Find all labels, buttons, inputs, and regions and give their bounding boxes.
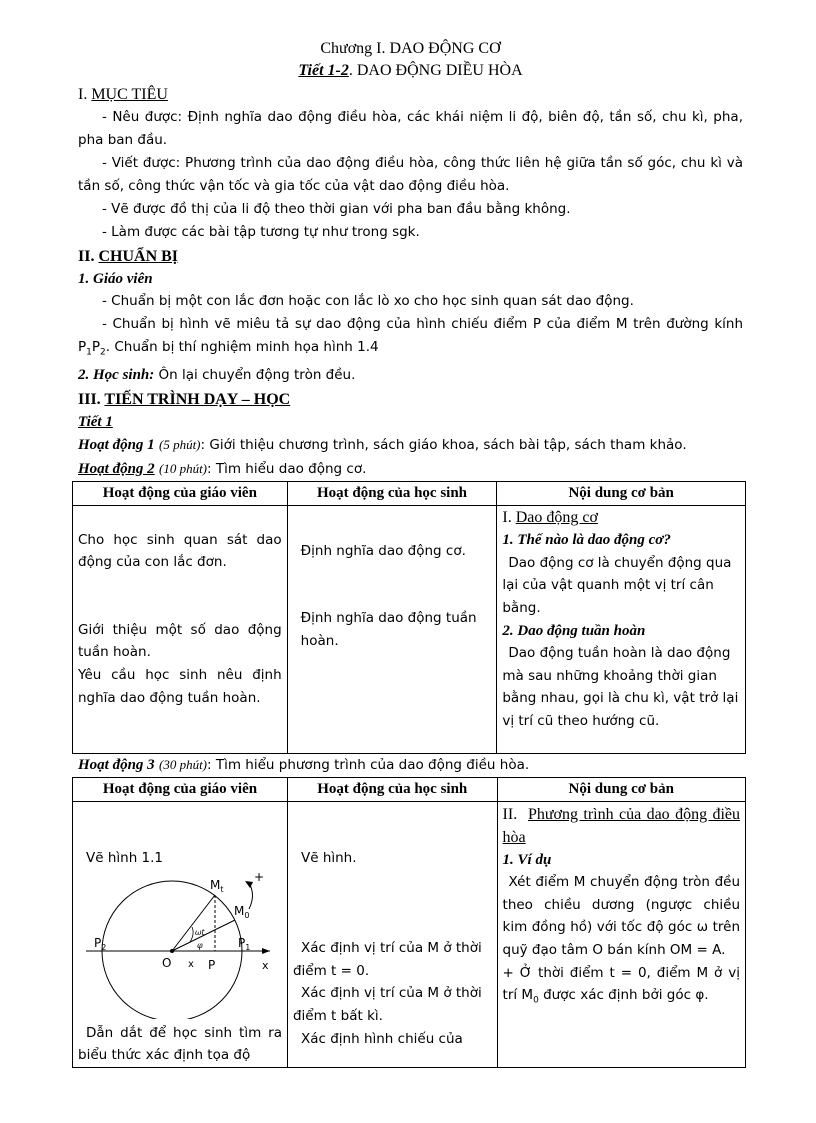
label-P1: $P_1$ — [238, 936, 251, 953]
content-title: Phương trình của dao động điều hòa — [502, 805, 741, 846]
student-text: Định nghĩa dao động cơ. — [300, 542, 466, 559]
content-text: Dao động tuần hoàn là dao động mà sau những khoảng thời gian bằng nhau, gọi là chu kì, vật trở lại vị trí cũ theo hướng cũ. — [502, 645, 739, 730]
content-heading — [503, 803, 740, 849]
angle-arc — [190, 927, 193, 942]
section-title: MỤC TIÊU — [91, 86, 168, 103]
teacher-prep-item: - Chuẩn bị hình vẽ miêu tả sự dao động của hình chiếu điểm P của điểm M trên đường kính $P_1P_2$. Chuẩn bị thí nghiệm minh họa hình 1.4 — [78, 316, 743, 358]
section-number: II. — [78, 248, 95, 265]
section-title: CHUẨN BỊ — [98, 248, 179, 265]
student-text: Vẽ hình. — [300, 849, 357, 866]
student-text: Xác định vị trí của M ở thời điểm t bất kì. — [292, 985, 482, 1025]
teacher-text: Dẫn dắt để học sinh tìm ra biểu thức xác định tọa độ — [78, 1025, 282, 1064]
activity-3 — [78, 753, 743, 777]
teacher-cell — [73, 801, 288, 1068]
content-heading — [502, 507, 740, 530]
content-cell — [497, 801, 745, 1068]
chapter-title: Chương I. DAO ĐỘNG CƠ — [320, 40, 501, 57]
student-prep — [78, 364, 743, 387]
activity-1 — [78, 433, 743, 457]
radius-Mt — [172, 895, 215, 951]
prep-text: - Chuẩn bị hình vẽ miêu tả sự dao động của hình chiếu điểm P của điểm M trên đường kính P — [78, 316, 743, 355]
teacher-text: Vẽ hình 1.1 — [86, 849, 164, 866]
content-cell — [497, 505, 746, 753]
teacher-cell — [73, 505, 288, 753]
label-M0: $M_0$ — [234, 904, 250, 921]
objective-item: - Vẽ được đồ thị của li độ theo thời gian với pha ban đầu bằng không. — [102, 201, 571, 217]
table-header-row — [73, 481, 746, 505]
label-x-small: x — [188, 959, 194, 971]
prep-text: . Chuẩn bị thí nghiệm minh họa hình 1.4 — [105, 339, 379, 355]
teacher-prep-item: - Chuẩn bị một con lắc đơn hoặc con lắc lò xo cho học sinh quan sát dao động. — [102, 293, 634, 309]
lesson-label: Tiết 1-2 — [298, 62, 349, 79]
period-label: Tiết 1 — [78, 413, 113, 430]
activity-2 — [78, 457, 743, 481]
label-P2: $P_2$ — [94, 936, 107, 953]
section-title: TIẾN TRÌNH DẠY – HỌC — [104, 390, 291, 408]
label-Mt: $M_t$ — [210, 878, 224, 895]
student-text: Ôn lại chuyển động tròn đều. — [154, 366, 356, 383]
table-row — [73, 801, 746, 1068]
circle-figure — [74, 869, 279, 1019]
activity-time: (30 phút) — [158, 756, 208, 772]
student-text: Định nghĩa dao động tuần hoàn. — [300, 610, 477, 649]
lesson-dot: . — [348, 62, 353, 79]
section-heading-preparation — [78, 246, 743, 268]
content-num: I. — [502, 508, 512, 526]
activity-text: : Giới thiệu chương trình, sách giáo khoa, sách bài tập, sách tham khảo. — [200, 436, 687, 453]
section-number: I. — [78, 86, 88, 103]
content-subheading: 1. Ví dụ — [502, 851, 552, 868]
label-phi: φ — [197, 941, 203, 951]
content-text: Xét điểm M chuyển động tròn đều theo chiều dương (ngược chiều kim đồng hồ) với tốc độ góc ω trên quỹ đạo tâm O bán kính OM = A. — [502, 874, 740, 959]
col-header-content: Nội dung cơ bản — [497, 481, 746, 505]
activity-2-table — [72, 481, 746, 754]
activity-label: Hoạt động 3 — [78, 756, 155, 773]
content-subheading: 2. Dao động tuần hoàn — [502, 622, 646, 639]
student-text: Xác định hình chiếu của — [300, 1030, 463, 1047]
label-omega-t: ωt — [195, 928, 205, 938]
objective-item: - Làm được các bài tập tương tự như trong sgk. — [102, 224, 420, 240]
col-header-student: Hoạt động của học sinh — [287, 777, 497, 801]
lesson-name: DAO ĐỘNG DIỀU HÒA — [356, 62, 523, 79]
table-header-row — [73, 777, 746, 801]
activity-label: Hoạt động 2 — [78, 460, 155, 477]
x-axis-arrow — [262, 948, 270, 954]
lesson-title — [78, 60, 743, 82]
label-O: O — [162, 956, 172, 971]
objective-item: - Viết được: Phương trình của dao động điều hòa, công thức liên hệ giữa tần số góc, chu kì và tần số, công thức vận tốc và gia tốc của vật dao động điều hòa. — [78, 155, 743, 194]
point-O — [170, 949, 174, 953]
document-page — [78, 38, 743, 1068]
student-cell — [287, 505, 497, 753]
activity-text: : Tìm hiểu phương trình của dao động điều hòa. — [207, 756, 530, 773]
col-header-content: Nội dung cơ bản — [497, 777, 745, 801]
table-row — [73, 505, 746, 753]
col-header-teacher: Hoạt động của giáo viên — [73, 777, 288, 801]
activity-text: : Tìm hiểu dao động cơ. — [207, 460, 367, 477]
student-cell — [287, 801, 497, 1068]
student-label: 2. Học sinh: — [78, 366, 155, 383]
teacher-subheading: 1. Giáo viên — [78, 271, 153, 287]
activity-3-table — [72, 777, 746, 1069]
section-heading-objectives — [78, 84, 743, 106]
label-plus: + — [254, 870, 265, 885]
label-P: P — [208, 958, 216, 973]
objective-item: - Nêu được: Định nghĩa dao động điều hòa, các khái niệm li độ, biên độ, tần số, chu kì, pha, pha ban đầu. — [78, 109, 743, 148]
teacher-text: Yêu cầu học sinh nêu định nghĩa dao động tuần hoàn. — [78, 667, 282, 706]
content-subheading: 1. Thế nào là dao động cơ? — [502, 532, 671, 549]
content-text: + Ở thời điểm t = 0, điểm M ở vị trí $M_0$ được xác định bởi góc φ. — [502, 964, 740, 1006]
activity-time: (5 phút) — [158, 436, 201, 452]
teacher-text: Cho học sinh quan sát dao động của con lắc đơn. — [78, 531, 282, 571]
label-x-axis: x — [262, 959, 269, 973]
content-text: Dao động cơ là chuyển động qua lại của vật quanh một vị trí cân bằng. — [502, 554, 732, 617]
activity-label: Hoạt động 1 — [78, 436, 155, 453]
prep-text: P — [91, 339, 101, 355]
student-text: Xác định vị trí của M ở thời điểm t = 0. — [292, 940, 482, 979]
rotation-arrowhead — [245, 881, 253, 888]
section-heading-process — [78, 389, 743, 411]
section-number: III. — [78, 390, 101, 408]
col-header-teacher: Hoạt động của giáo viên — [73, 481, 288, 505]
content-num: II. — [502, 805, 518, 823]
col-header-student: Hoạt động của học sinh — [287, 481, 497, 505]
teacher-text: Giới thiệu một số dao động tuần hoàn. — [78, 621, 282, 661]
content-title: Dao động cơ — [515, 508, 598, 526]
activity-time: (10 phút) — [158, 460, 208, 476]
